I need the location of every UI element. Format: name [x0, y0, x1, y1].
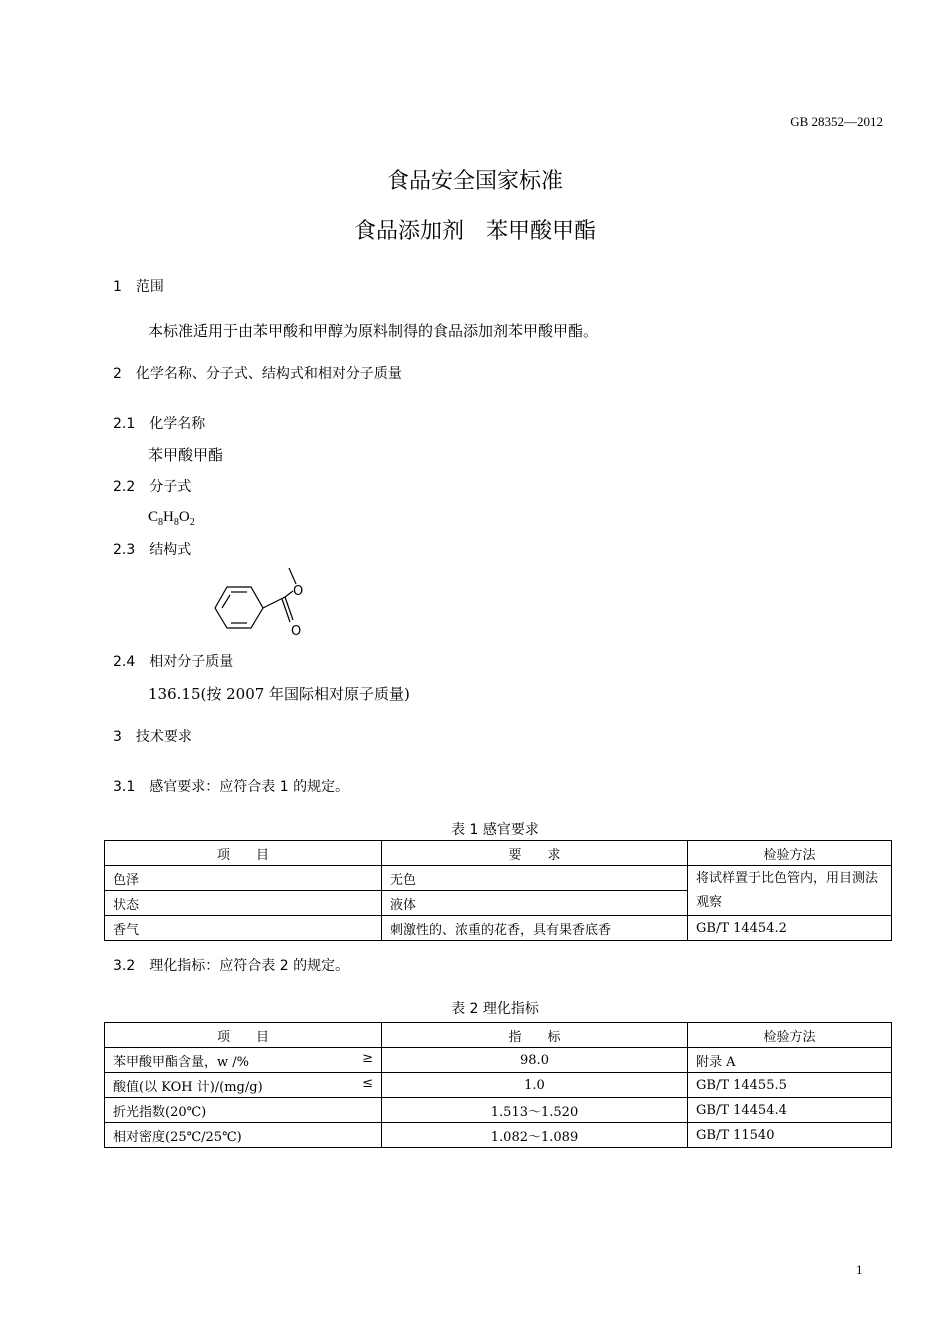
sensory-table [104, 840, 892, 941]
comparison-symbol: ≤ [362, 1075, 373, 1091]
table2-caption: 表 2 理化指标 [451, 1001, 539, 1017]
header-requirement: 要 求 [382, 841, 688, 866]
method-cell: GB/T 14454.4 [688, 1098, 892, 1123]
structural-formula [205, 562, 315, 644]
section-3-1-heading: 3.1 感官要求：应符合表 1 的规定。 [113, 779, 350, 795]
item-label: 相对密度(25℃/25℃) [113, 1129, 242, 1145]
method-cell: GB/T 14455.5 [688, 1073, 892, 1098]
chemical-name: 苯甲酸甲酯 [148, 446, 224, 464]
table-header-row [105, 841, 892, 866]
section-2-4-heading: 2.4 相对分子质量 [113, 654, 234, 670]
requirement-cell: 液体 [382, 891, 688, 916]
item-cell [105, 1123, 382, 1148]
item-label: 酸值(以 KOH 计)/(mg/g) [113, 1079, 263, 1095]
molecular-formula: $C_8H_8O_2$ [148, 509, 195, 528]
page-number: 1 [856, 1262, 863, 1277]
table-header-row [105, 1023, 892, 1048]
comparison-symbol: ≥ [362, 1050, 373, 1066]
table-row [105, 1048, 892, 1073]
value-cell: 1.513～1.520 [382, 1098, 688, 1123]
item-cell: 状态 [105, 891, 382, 916]
requirement-cell: 刺激性的、浓重的花香，具有果香底香 [382, 916, 688, 941]
value-cell: 98.0 [382, 1048, 688, 1073]
physicochemical-table [104, 1022, 892, 1148]
oxygen-atom-carbonyl: O [291, 624, 302, 639]
section-2-1-heading: 2.1 化学名称 [113, 416, 206, 432]
item-label: 折光指数(20℃) [113, 1104, 207, 1120]
table-row [105, 1123, 892, 1148]
table-row [105, 1098, 892, 1123]
item-label: 苯甲酸甲酯含量，w /% [113, 1054, 249, 1070]
table-row [105, 1073, 892, 1098]
item-cell: 香气 [105, 916, 382, 941]
oxygen-atom-ester: O [293, 584, 304, 599]
table-row [105, 866, 892, 891]
header-item: 项 目 [105, 1023, 382, 1048]
molecular-mass: 136.15(按 2007 年国际相对原子质量) [148, 685, 410, 703]
requirement-cell: 无色 [382, 866, 688, 891]
scope-text: 本标准适用于由苯甲酸和甲醇为原料制得的食品添加剂苯甲酸甲酯。 [148, 322, 599, 340]
header-index: 指 标 [382, 1023, 688, 1048]
section-2-2-heading: 2.2 分子式 [113, 479, 192, 495]
document-title: 食品添加剂 苯甲酸甲酯 [353, 219, 596, 244]
item-cell: 色泽 [105, 866, 382, 891]
method-cell: 附录 A [688, 1048, 892, 1073]
section-3-heading: 3 技术要求 [113, 729, 192, 745]
header-method: 检验方法 [688, 1023, 892, 1048]
standard-code: GB 28352—2012 [790, 114, 883, 129]
item-cell [105, 1048, 382, 1073]
item-cell [105, 1073, 382, 1098]
section-3-2-heading: 3.2 理化指标：应符合表 2 的规定。 [113, 958, 350, 974]
section-1-heading: 1 范围 [113, 279, 164, 295]
value-cell: 1.082～1.089 [382, 1123, 688, 1148]
method-cell: GB/T 14454.2 [688, 916, 892, 941]
section-2-3-heading: 2.3 结构式 [113, 542, 192, 558]
standard-title: 食品安全国家标准 [386, 169, 563, 194]
table1-caption: 表 1 感官要求 [451, 822, 539, 838]
section-2-heading: 2 化学名称、分子式、结构式和相对分子质量 [113, 366, 402, 382]
item-cell [105, 1098, 382, 1123]
header-item: 项 目 [105, 841, 382, 866]
header-method: 检验方法 [688, 841, 892, 866]
method-cell: GB/T 11540 [688, 1123, 892, 1148]
value-cell: 1.0 [382, 1073, 688, 1098]
table-row [105, 916, 892, 941]
method-cell-merged: 将试样置于比色管内，用目测法观察 [688, 866, 892, 916]
